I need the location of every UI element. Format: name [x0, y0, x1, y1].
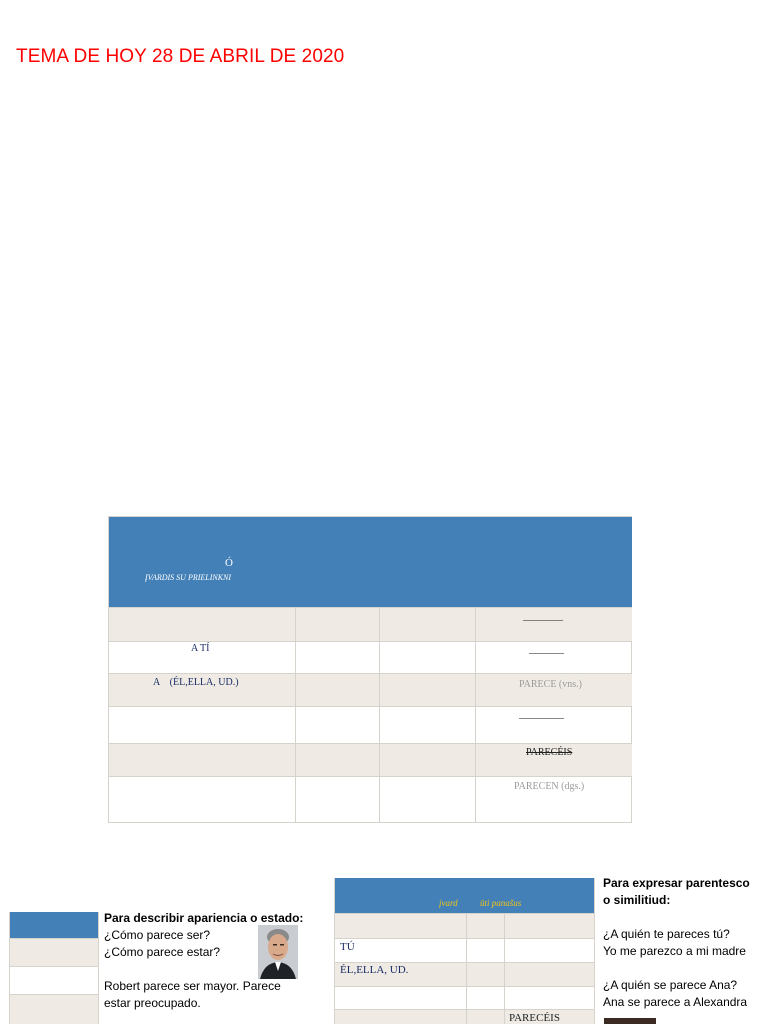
kinship-heading-1: Para expresar parentesco — [603, 876, 750, 890]
kinship-answer-2: Ana se parece a Alexandra — [603, 995, 748, 1009]
cell-pronoun: A TÍ — [191, 643, 210, 654]
header-verb: ūti panašus — [480, 898, 522, 908]
table-row — [335, 913, 594, 938]
kinship-answer-1: Yo me parezco a mi madre — [603, 944, 746, 958]
describe-question-2: ¿Cómo parece estar? — [104, 945, 221, 959]
cell-verb-form: PARECE (vns.) — [519, 679, 582, 690]
column-divider — [466, 913, 467, 1024]
column-divider — [504, 913, 505, 1024]
header-letter: Ó — [225, 557, 233, 569]
cell-pronoun: ÉL,ELLA, UD. — [340, 964, 409, 976]
cell-blank-line: _________ — [519, 709, 564, 720]
cell-blank-line: ________ — [523, 611, 563, 622]
column-divider — [295, 607, 296, 823]
photo-thumbnail — [604, 1018, 656, 1024]
table-header — [10, 912, 98, 938]
table-header — [109, 517, 632, 607]
cell-verb-form: PARECÉIS — [526, 747, 573, 758]
portrait-photo — [258, 925, 298, 979]
cell-pronoun: TÚ — [340, 941, 355, 953]
describe-question-1: ¿Cómo parece ser? — [104, 928, 211, 942]
cell-verb-form: PARECÉIS — [509, 1012, 560, 1024]
column-divider — [475, 607, 476, 823]
small-table — [9, 912, 99, 1024]
kinship-heading-2: o similitiud: — [603, 893, 671, 907]
describe-heading: Para describir apariencia o estado: — [104, 911, 304, 925]
table-row — [335, 938, 594, 962]
kinship-section — [603, 875, 768, 1011]
column-divider — [379, 607, 380, 823]
table-row — [10, 938, 98, 966]
kinship-question-1: ¿A quién te pareces tú? — [603, 927, 730, 941]
cell-pronoun: A (ÉL,ELLA, UD.) — [153, 677, 239, 688]
table-row — [10, 994, 98, 1024]
header-subtitle: ĮVARDIS SU PRIELINKNI — [145, 573, 232, 582]
describe-example-2: estar preocupado. — [104, 996, 201, 1010]
right-table — [334, 878, 595, 1024]
describe-example-1: Robert parece ser mayor. Parece — [104, 979, 281, 993]
header-pronoun: įvard — [439, 898, 458, 908]
table-row — [335, 986, 594, 1009]
parecer-table — [108, 516, 632, 823]
page-title: TEMA DE HOY 28 DE ABRIL DE 2020 — [16, 46, 345, 67]
cell-verb-form: PARECEN (dgs.) — [514, 781, 585, 792]
table-row — [10, 966, 98, 994]
cell-blank-line: _______ — [529, 644, 564, 655]
table-header — [335, 878, 594, 913]
kinship-question-2: ¿A quién se parece Ana? — [603, 978, 738, 992]
